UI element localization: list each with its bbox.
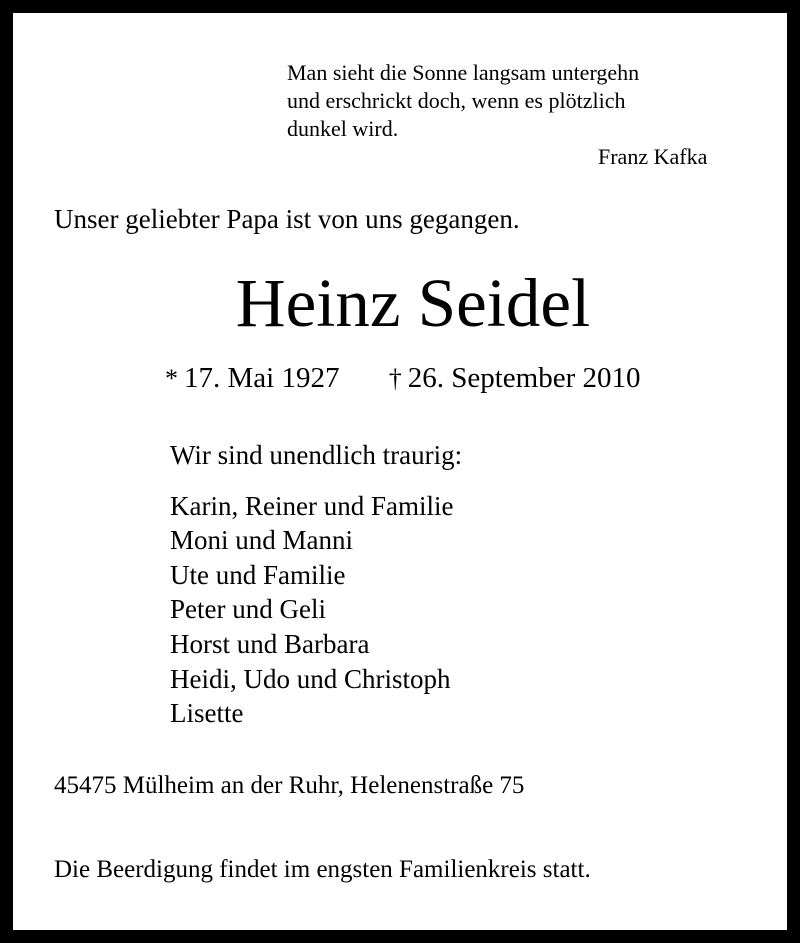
death-date: 26. September 2010 — [407, 362, 641, 394]
birth-star-icon: * — [165, 364, 178, 393]
mourner-name: Horst und Barbara — [170, 628, 370, 659]
deceased-name: Heinz Seidel — [235, 265, 591, 341]
quote-line: Man sieht die Sonne langsam untergehn — [287, 60, 640, 85]
mourner-name: Moni und Manni — [170, 525, 354, 556]
mourners-heading: Wir sind unendlich traurig: — [170, 440, 463, 470]
quote — [287, 59, 737, 143]
life-dates — [165, 359, 640, 398]
funeral-note: Die Beerdigung findet im engsten Familienkreis statt. — [54, 856, 591, 883]
birth-date: 17. Mai 1927 — [184, 362, 340, 394]
mourner-name: Peter und Geli — [170, 594, 326, 625]
death-date-group — [389, 359, 641, 398]
mourner-name: Karin, Reiner und Familie — [170, 490, 454, 521]
mourner-name: Lisette — [170, 698, 244, 729]
birth-date-group — [165, 359, 339, 398]
mourners-block — [170, 438, 462, 731]
mourner-name: Heidi, Udo und Christoph — [170, 663, 451, 694]
intro-text: Unser geliebter Papa ist von uns gegangen. — [54, 204, 520, 234]
death-cross-icon: † — [388, 364, 402, 393]
mourner-name: Ute und Familie — [170, 559, 346, 590]
quote-line: dunkel wird. — [287, 116, 399, 141]
quote-line: und erschrickt doch, wenn es plötzlich — [287, 88, 626, 113]
quote-author: Franz Kafka — [598, 144, 708, 169]
address: 45475 Mülheim an der Ruhr, Helenenstraße 75 — [54, 772, 525, 799]
